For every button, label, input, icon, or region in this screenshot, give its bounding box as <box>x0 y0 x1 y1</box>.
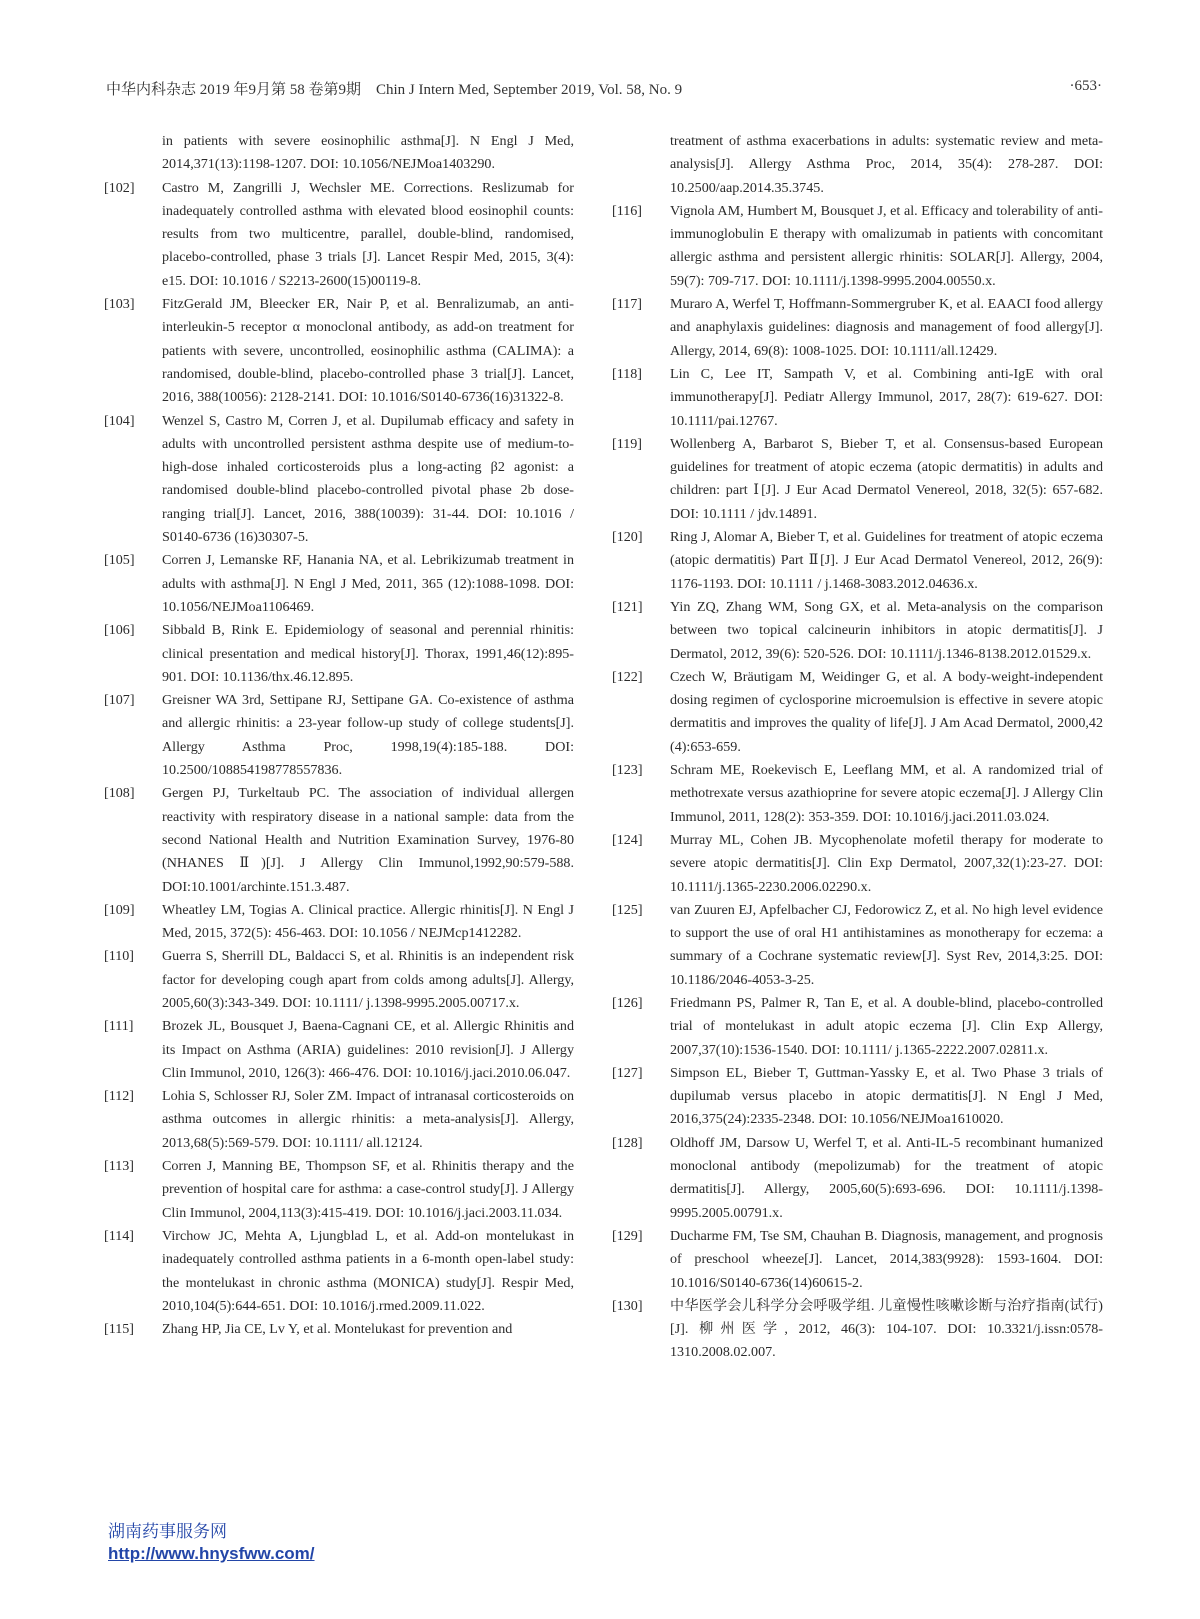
reference-number: [112] <box>104 1088 135 1105</box>
reference-column-left <box>104 130 574 1341</box>
reference-number: [115] <box>104 1321 135 1338</box>
reference-text: Corren J, Lemanske RF, Hanania NA, et al. Lebrikizumab treatment in adults with asthma[J]. N Engl J Med, 2011, 365 (12):1088-1098. DOI: 10.1056/NEJMoa1106469. <box>162 552 574 615</box>
reference-text: Vignola AM, Humbert M, Bousquet J, et al. Efficacy and tolerability of anti-immunoglobulin E therapy with omalizumab in patients with concomitant allergic asthma and persistent allergic rhinitis: SOLAR[J]. Allergy, 2004, 59(7): 709-717. DOI: 10.1111/j.1398-9995.2004.00550.x. <box>670 202 1103 289</box>
reference-entry <box>612 759 1103 829</box>
reference-text: Wheatley LM, Togias A. Clinical practice. Allergic rhinitis[J]. N Engl J Med, 2015, 372(5): 456-463. DOI: 10.1056 / NEJMcp1412282. <box>162 901 574 942</box>
reference-text: Wollenberg A, Barbarot S, Bieber T, et al. Consensus-based European guidelines for treatment of atopic eczema (atopic dermatitis) in adults and children: part Ⅰ[J]. J Eur Acad Dermatol Venereol, 2018, 32(5): 657-682. DOI: 10.1111 / jdv.14891. <box>670 435 1103 522</box>
reference-number: [104] <box>104 412 135 429</box>
reference-number: [117] <box>612 296 643 313</box>
reference-number: [106] <box>104 622 135 639</box>
reference-text: Brozek JL, Bousquet J, Baena-Cagnani CE, et al. Allergic Rhinitis and its Impact on Asthma (ARIA) guidelines: 2010 revision[J]. J Allergy Clin Immunol, 2010, 126(3): 466-476. DOI: 10.1016/j.jaci.2010.06.047. <box>162 1018 574 1081</box>
reference-entry <box>104 177 574 293</box>
reference-text: Schram ME, Roekevisch E, Leeflang MM, et al. A randomized trial of methotrexate versus azathioprine for severe atopic eczema[J]. J Allergy Clin Immunol, 2011, 128(2): 353-359. DOI: 10.1016/j.jaci.2011.03.024. <box>670 762 1103 825</box>
reference-entry <box>612 829 1103 899</box>
reference-text: Guerra S, Sherrill DL, Baldacci S, et al. Rhinitis is an independent risk factor for developing cough apart from colds among adults[J]. Allergy, 2005,60(3):343-349. DOI: 10.1111/ j.1398-9995.2005.00717.x. <box>162 948 574 1011</box>
reference-text: Sibbald B, Rink E. Epidemiology of seasonal and perennial rhinitis: clinical presentation and medical history[J]. Thorax, 1991,46(12):895-901. DOI: 10.1136/thx.46.12.895. <box>162 622 574 685</box>
reference-entry <box>104 689 574 782</box>
reference-entry <box>104 1318 574 1341</box>
reference-text: Lin C, Lee IT, Sampath V, et al. Combining anti-IgE with oral immunotherapy[J]. Pediatr Allergy Immunol, 2017, 28(7): 619-627. DOI: 10.1111/pai.12767. <box>670 365 1103 429</box>
watermark-footer <box>108 1521 508 1565</box>
reference-number: [109] <box>104 901 135 918</box>
reference-number: [102] <box>104 179 135 196</box>
reference-entry <box>612 1132 1103 1225</box>
reference-text: 中华医学会儿科学分会呼吸学组. 儿童慢性咳嗽诊断与治疗指南(试行)[J]. 柳州医学, 2012, 46(3): 104-107. DOI: 10.3321/j.issn:0578-1310.2008.02.007. <box>670 1297 1103 1361</box>
reference-number: [125] <box>612 901 643 918</box>
reference-number: [105] <box>104 552 135 569</box>
reference-entry <box>612 666 1103 759</box>
reference-text: in patients with severe eosinophilic asthma[J]. N Engl J Med, 2014,371(13):1198-1207. DOI: 10.1056/NEJMoa1403290. <box>162 133 574 173</box>
reference-text: Greisner WA 3rd, Settipane RJ, Settipane GA. Co-existence of asthma and allergic rhinitis: a 23-year follow-up study of college students[J]. Allergy Asthma Proc, 1998,19(4):185-188. DOI: 10.2500/108854198778557836. <box>162 692 574 779</box>
reference-entry <box>612 526 1103 596</box>
reference-entry <box>612 200 1103 293</box>
reference-entry <box>104 619 574 689</box>
reference-entry <box>104 945 574 1015</box>
reference-text: Virchow JC, Mehta A, Ljungblad L, et al. Add-on montelukast in inadequately controlled asthma patients in a 6-month open-label study: the montelukast in chronic asthma (MONICA) study[J]. Respir Med, 2010,104(5):644-651. DOI: 10.1016/j.rmed.2009.11.022. <box>162 1227 574 1314</box>
reference-number: [128] <box>612 1134 643 1151</box>
reference-number: [119] <box>612 435 643 452</box>
reference-number: [111] <box>104 1018 134 1035</box>
reference-entry <box>104 1225 574 1318</box>
reference-entry <box>104 1085 574 1155</box>
reference-text: Czech W, Bräutigam M, Weidinger G, et al. A body-weight-independent dosing regimen of cyclosporine microemulsion is effective in severe atopic dermatitis and improves the quality of life[J]. J Am Acad Dermatol, 2000,42 (4):653-659. <box>670 668 1103 755</box>
reference-number: [122] <box>612 668 643 685</box>
reference-text: Zhang HP, Jia CE, Lv Y, et al. Montelukast for prevention and <box>162 1321 513 1338</box>
reference-text: Yin ZQ, Zhang WM, Song GX, et al. Meta-analysis on the comparison between two topical calcineurin inhibitors in atopic dermatitis[J]. J Dermatol, 2012, 39(6): 520-526. DOI: 10.1111/j.1346-8138.2012.01529.x. <box>670 598 1103 662</box>
reference-entry <box>104 1015 574 1085</box>
reference-number: [118] <box>612 365 643 382</box>
reference-number: [107] <box>104 692 135 709</box>
reference-text: Lohia S, Schlosser RJ, Soler ZM. Impact of intranasal corticosteroids on asthma outcomes in allergic rhinitis: a meta-analysis[J]. Allergy, 2013,68(5):569-579. DOI: 10.1111/ all.12124. <box>162 1088 574 1151</box>
reference-entry <box>612 130 1103 200</box>
reference-number: [126] <box>612 994 643 1011</box>
reference-column-right <box>612 130 1103 1365</box>
reference-entry <box>612 1062 1103 1132</box>
reference-number: [120] <box>612 529 643 546</box>
page-number: ·653· <box>1069 78 1102 94</box>
reference-entry <box>612 1225 1103 1295</box>
reference-entry <box>104 899 574 946</box>
reference-text: Ring J, Alomar A, Bieber T, et al. Guidelines for treatment of atopic eczema (atopic dermatitis) Part Ⅱ[J]. J Eur Acad Dermatol Venereol, 2012, 26(9): 1176-1193. DOI: 10.1111 / j.1468-3083.2012.04636.x. <box>670 529 1103 592</box>
reference-entry <box>104 549 574 619</box>
reference-entry <box>104 782 574 898</box>
reference-entry <box>612 992 1103 1062</box>
reference-entry <box>612 433 1103 526</box>
reference-entry <box>612 899 1103 992</box>
reference-text: Muraro A, Werfel T, Hoffmann-Sommergruber K, et al. EAACI food allergy and anaphylaxis guidelines: diagnosis and management of food allergy[J]. Allergy, 2014, 69(8): 1008-1025. DOI: 10.1111/all.12429. <box>670 296 1103 359</box>
reference-number: [121] <box>612 598 643 615</box>
reference-text: van Zuuren EJ, Apfelbacher CJ, Fedorowicz Z, et al. No high level evidence to support the use of oral H1 antihistamines as monotherapy for eczema: a summary of a Cochrane systematic review[J]. Syst Rev, 2014,3:25. DOI: 10.1186/2046-4053-3-25. <box>670 901 1103 988</box>
running-header <box>106 78 1102 104</box>
reference-text: Corren J, Manning BE, Thompson SF, et al. Rhinitis therapy and the prevention of hospital care for asthma: a case-control study[J]. J Allergy Clin Immunol, 2004,113(3):415-419. DOI: 10.1016/j.jaci.2003.11.034. <box>162 1158 574 1221</box>
reference-text: Gergen PJ, Turkeltaub PC. The association of individual allergen reactivity with respiratory disease in a national sample: data from the second National Health and Nutrition Examination Survey, 1976-80 (NHANES Ⅱ)[J]. J Allergy Clin Immunol,1992,90:579-588. DOI:10.1001/archinte.151.3.487. <box>162 785 574 895</box>
reference-text: Murray ML, Cohen JB. Mycophenolate mofetil therapy for moderate to severe atopic dermatitis[J]. Clin Exp Dermatol, 2007,32(1):23-27. DOI: 10.1111/j.1365-2230.2006.02290.x. <box>670 831 1103 895</box>
reference-text: FitzGerald JM, Bleecker ER, Nair P, et al. Benralizumab, an anti-interleukin-5 receptor α monoclonal antibody, as add-on treatment for patients with severe, uncontrolled, eosinophilic asthma (CALIMA): a randomised, double-blind, placebo-controlled phase 3 trial[J]. Lancet, 2016, 388(10056): 2128-2141. DOI: 10.1016/S0140-6736(16)31322-8. <box>162 296 574 406</box>
site-url-link[interactable]: http://www.hnysfww.com/ <box>108 1544 315 1563</box>
reference-text: Friedmann PS, Palmer R, Tan E, et al. A double-blind, placebo-controlled trial of montelukast in adult atopic eczema [J]. Clin Exp Allergy, 2007,37(10):1536-1540. DOI: 10.1111/ j.1365-2222.2007.02811.x. <box>670 994 1103 1058</box>
reference-number: [108] <box>104 785 135 802</box>
reference-number: [110] <box>104 948 135 965</box>
reference-text: Ducharme FM, Tse SM, Chauhan B. Diagnosis, management, and prognosis of preschool wheeze[J]. Lancet, 2014,383(9928): 1593-1604. DOI: 10.1016/S0140-6736(14)60615-2. <box>670 1227 1103 1291</box>
reference-text: Simpson EL, Bieber T, Guttman-Yassky E, et al. Two Phase 3 trials of dupilumab versus placebo in atopic dermatitis[J]. N Engl J Med, 2016,375(24):2335-2348. DOI: 10.1056/NEJMoa1610020. <box>670 1064 1103 1128</box>
reference-number: [130] <box>612 1297 643 1314</box>
reference-text: Oldhoff JM, Darsow U, Werfel T, et al. Anti-IL-5 recombinant humanized monoclonal antibody (mepolizumab) for the treatment of atopic dermatitis[J]. Allergy, 2005,60(5):693-696. DOI: 10.1111/j.1398-9995.2005.00791.x. <box>670 1134 1103 1221</box>
reference-number: [127] <box>612 1064 643 1081</box>
reference-entry <box>612 1295 1103 1365</box>
reference-text: Wenzel S, Castro M, Corren J, et al. Dupilumab efficacy and safety in adults with uncontrolled persistent asthma despite use of medium-to-high-dose inhaled corticosteroids plus a long-acting β2 agonist: a randomised double-blind placebo-controlled pivotal phase 2b dose-ranging trial[J]. Lancet, 2016, 388(10039): 31-44. DOI: 10.1016 / S0140-6736 (16)30307-5. <box>162 412 574 546</box>
reference-number: [114] <box>104 1227 135 1244</box>
reference-entry <box>104 130 574 177</box>
reference-entry <box>612 596 1103 666</box>
reference-entry <box>104 1155 574 1225</box>
reference-number: [113] <box>104 1158 135 1175</box>
reference-entry <box>612 363 1103 433</box>
reference-text: treatment of asthma exacerbations in adults: systematic review and meta-analysis[J]. Allergy Asthma Proc, 2014, 35(4): 278-287. DOI: 10.2500/aap.2014.35.3745. <box>670 133 1103 196</box>
reference-number: [129] <box>612 1227 643 1244</box>
reference-entry <box>104 293 574 409</box>
site-name: 湖南药事服务网 <box>108 1522 227 1541</box>
reference-text: Castro M, Zangrilli J, Wechsler ME. Corrections. Reslizumab for inadequately controlled asthma with elevated blood eosinophil counts: results from two multicentre, parallel, double-blind, randomised, placebo-controlled, phase 3 trials [J]. Lancet Respir Med, 2015, 3(4): e15. DOI: 10.1016 / S2213-2600(15)00119-8. <box>162 179 574 289</box>
reference-number: [103] <box>104 296 135 313</box>
reference-number: [123] <box>612 762 643 779</box>
reference-number: [124] <box>612 831 643 848</box>
reference-number: [116] <box>612 202 643 219</box>
reference-entry <box>104 410 574 550</box>
journal-citation-line: 中华内科杂志 2019 年9月第 58 卷第9期 Chin J Intern Med, September 2019, Vol. 58, No. 9 <box>106 82 683 98</box>
reference-entry <box>612 293 1103 363</box>
